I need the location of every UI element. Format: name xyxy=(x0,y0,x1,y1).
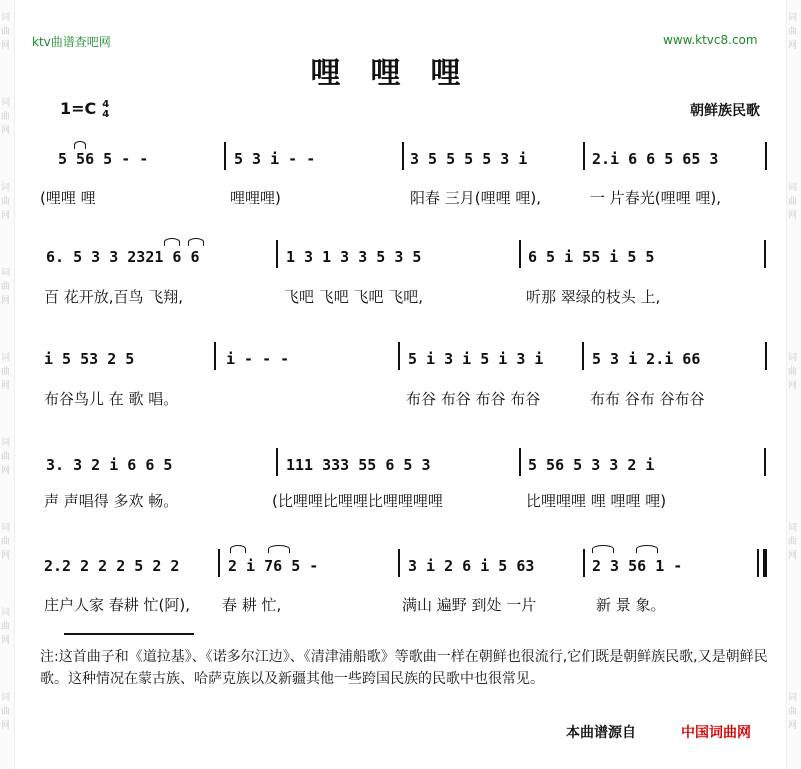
bar-line xyxy=(218,549,220,577)
bar-line xyxy=(276,448,278,476)
song-origin: 朝鲜族民歌 xyxy=(690,103,760,119)
side-char: 词 xyxy=(788,523,798,533)
tie-mark xyxy=(74,141,86,149)
side-char: 曲 xyxy=(1,452,11,462)
lyric-line: 声 声唱得 多欢 畅。 xyxy=(44,492,179,510)
notation-measure: i 5 53 2 5 xyxy=(44,350,135,368)
bar-line xyxy=(583,549,585,577)
source-site-link[interactable]: 中国词曲网 xyxy=(681,725,751,741)
notation-measure: 5 3 i - - xyxy=(234,150,316,168)
song-title: 哩哩哩 xyxy=(310,56,491,91)
side-char: 网 xyxy=(1,381,11,391)
lyric-line: 布谷鸟儿 在 歌 唱。 xyxy=(44,390,179,408)
bar-line xyxy=(764,240,766,268)
key-label: 1=C xyxy=(60,99,97,118)
side-char: 网 xyxy=(1,296,11,306)
lyric-line: 百 花开放,百鸟 飞翔, xyxy=(44,288,184,306)
side-char: 词 xyxy=(1,13,11,23)
notation-measure: 3. 3 2 i 6 6 5 xyxy=(46,456,173,474)
side-char: 网 xyxy=(788,381,798,391)
notation-measure: 1 3 1 3 3 5 3 5 xyxy=(286,248,422,266)
tie-mark xyxy=(188,238,204,246)
tie-mark xyxy=(164,238,180,246)
bar-line xyxy=(583,142,585,170)
bar-line xyxy=(519,240,521,268)
notation-measure: i - - - xyxy=(226,350,290,368)
side-char: 词 xyxy=(1,438,11,448)
bar-line xyxy=(764,448,766,476)
tie-mark xyxy=(268,545,290,553)
side-char: 网 xyxy=(788,211,798,221)
tie-mark xyxy=(230,545,246,553)
side-char: 词 xyxy=(1,523,11,533)
lyric-line: (哩哩 哩 xyxy=(40,189,96,207)
bar-line xyxy=(214,342,216,370)
meter-top: 4 xyxy=(102,98,110,110)
side-char: 曲 xyxy=(788,27,798,37)
lyric-line: (比哩哩比哩哩比哩哩哩哩 xyxy=(272,492,443,510)
side-char: 词 xyxy=(1,353,11,363)
lyric-line: 阳春 三月(哩哩 哩), xyxy=(410,189,542,207)
side-char: 曲 xyxy=(1,367,11,377)
bar-line xyxy=(224,142,226,170)
lyric-line: 春 耕 忙, xyxy=(222,596,282,614)
lyric-line: 庄户人家 春耕 忙(阿), xyxy=(44,596,191,614)
side-char: 网 xyxy=(1,466,11,476)
side-char: 词 xyxy=(788,693,798,703)
notation-measure: 6. 5 3 3 2321 6 6 xyxy=(46,248,200,266)
side-char: 曲 xyxy=(1,27,11,37)
side-char: 网 xyxy=(1,211,11,221)
side-char: 网 xyxy=(1,551,11,561)
side-char: 曲 xyxy=(1,537,11,547)
lyric-line: 新 景 象。 xyxy=(596,596,666,614)
notation-measure: 6 5 i 55 i 5 5 xyxy=(528,248,655,266)
final-bar-thin xyxy=(757,549,759,577)
notation-measure: 2 i 76 5 - xyxy=(228,557,319,575)
side-char: 网 xyxy=(788,721,798,731)
notation-measure: 5 i 3 i 5 i 3 i xyxy=(408,350,544,368)
side-char: 词 xyxy=(1,183,11,193)
final-bar-thick xyxy=(763,549,767,577)
lyric-line: 布布 谷布 谷布谷 xyxy=(590,390,705,408)
side-char: 曲 xyxy=(788,197,798,207)
source-label: 本曲谱源自 xyxy=(566,725,636,741)
notation-measure: 2 3 56 1 - xyxy=(592,557,683,575)
side-char: 网 xyxy=(1,636,11,646)
watermark-url: www.ktvc8.com xyxy=(663,33,758,47)
tie-mark xyxy=(592,545,614,553)
bar-line xyxy=(765,142,767,170)
time-signature xyxy=(102,100,109,120)
side-char: 曲 xyxy=(1,622,11,632)
notation-measure: 5 56 5 - - xyxy=(58,150,149,168)
key-signature xyxy=(60,99,109,120)
notation-measure: 111 333 55 6 5 3 xyxy=(286,456,431,474)
meter-bottom: 4 xyxy=(102,108,110,120)
bar-line xyxy=(582,342,584,370)
notation-measure: 2.2 2 2 2 5 2 2 xyxy=(44,557,180,575)
right-watermark-strip xyxy=(786,0,801,769)
lyric-line: 哩哩哩) xyxy=(230,189,281,207)
footnote-text: 注:这首曲子和《道拉基》、《诺多尔江边》、《清津浦船歌》等歌曲一样在朝鲜也很流行,它们既是朝鲜族民歌,又是朝鲜民歌。这种情况在蒙古族、哈萨克族以及新疆其他一些跨国民族的民歌中也很常见。 xyxy=(40,649,768,687)
watermark-site-name: ktv曲谱查吧网 xyxy=(32,35,111,49)
side-char: 曲 xyxy=(788,707,798,717)
side-char: 词 xyxy=(1,98,11,108)
side-char: 词 xyxy=(1,268,11,278)
notation-measure: 2.i 6 6 5 65 3 xyxy=(592,150,719,168)
side-char: 网 xyxy=(1,41,11,51)
tie-mark xyxy=(636,545,658,553)
lyric-line: 布谷 布谷 布谷 布谷 xyxy=(406,390,541,408)
side-char: 曲 xyxy=(788,537,798,547)
side-char: 曲 xyxy=(1,112,11,122)
footnote-rule xyxy=(64,633,194,635)
notation-measure: 3 5 5 5 5 3 i xyxy=(410,150,528,168)
bar-line xyxy=(765,342,767,370)
notation-measure: 5 56 5 3 3 2 i xyxy=(528,456,655,474)
side-char: 曲 xyxy=(788,367,798,377)
side-char: 词 xyxy=(1,693,11,703)
side-char: 词 xyxy=(788,13,798,23)
side-char: 网 xyxy=(788,41,798,51)
notation-measure: 5 3 i 2.i 66 xyxy=(592,350,701,368)
lyric-line: 听那 翠绿的枝头 上, xyxy=(526,288,661,306)
side-char: 曲 xyxy=(1,197,11,207)
bar-line xyxy=(276,240,278,268)
lyric-line: 飞吧 飞吧 飞吧 飞吧, xyxy=(284,288,424,306)
side-char: 网 xyxy=(1,721,11,731)
side-char: 网 xyxy=(1,126,11,136)
side-char: 词 xyxy=(788,183,798,193)
bar-line xyxy=(398,549,400,577)
left-watermark-strip xyxy=(0,0,15,769)
side-char: 词 xyxy=(1,608,11,618)
side-char: 网 xyxy=(788,551,798,561)
side-char: 曲 xyxy=(1,707,11,717)
bar-line xyxy=(519,448,521,476)
bar-line xyxy=(398,342,400,370)
side-char: 词 xyxy=(788,353,798,363)
lyric-line: 一 片春光(哩哩 哩), xyxy=(590,189,722,207)
notation-measure: 3 i 2 6 i 5 63 xyxy=(408,557,535,575)
lyric-line: 比哩哩哩 哩 哩哩 哩) xyxy=(526,492,667,510)
bar-line xyxy=(402,142,404,170)
side-char: 曲 xyxy=(1,282,11,292)
lyric-line: 满山 遍野 到处 一片 xyxy=(402,596,537,614)
